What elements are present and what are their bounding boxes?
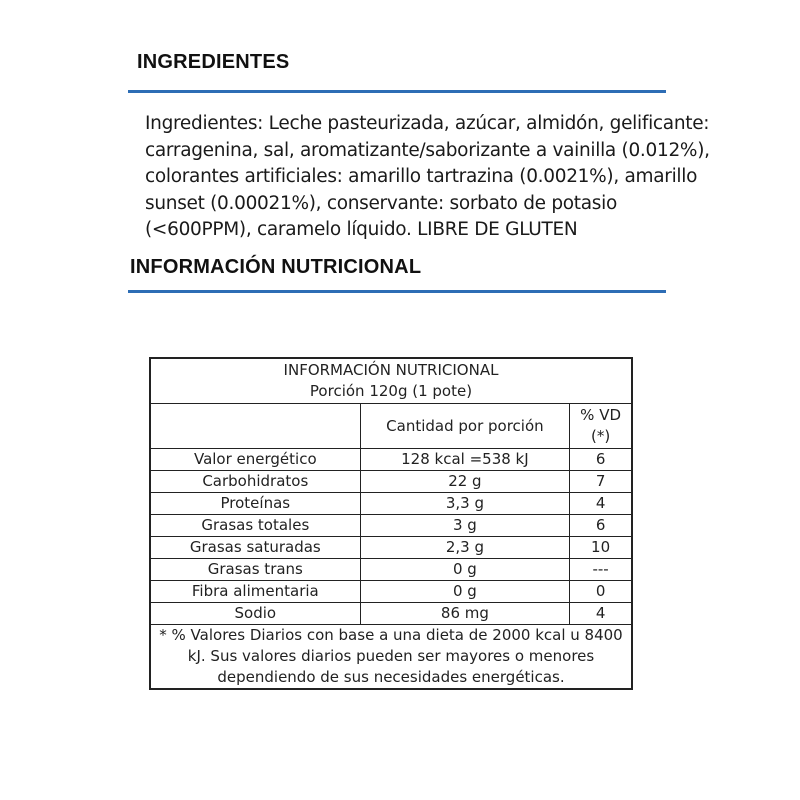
nutrient-amount: 2,3 g bbox=[360, 537, 570, 559]
table-row bbox=[150, 449, 632, 471]
nutrient-name: Carbohidratos bbox=[150, 471, 360, 493]
ingredients-line: (<600PPM), caramelo líquido. LIBRE DE GLUTEN bbox=[145, 219, 578, 240]
nutrient-vd: 0 bbox=[570, 581, 632, 603]
table-row bbox=[150, 471, 632, 493]
nutrient-amount: 0 g bbox=[360, 559, 570, 581]
nutrient-vd: --- bbox=[570, 559, 632, 581]
column-header-amount: Cantidad por porción bbox=[360, 404, 570, 449]
nutrient-name: Grasas totales bbox=[150, 515, 360, 537]
table-row bbox=[150, 559, 632, 581]
table-row bbox=[150, 515, 632, 537]
column-header-vd bbox=[570, 404, 632, 449]
nutrition-divider bbox=[128, 290, 666, 293]
column-header-nutrient bbox=[150, 404, 360, 449]
ingredients-line: colorantes artificiales: amarillo tartrazina (0.0021%), amarillo bbox=[145, 166, 698, 187]
nutrition-table bbox=[149, 357, 633, 690]
table-column-header-row bbox=[150, 404, 632, 449]
nutrition-heading: INFORMACIÓN NUTRICIONAL bbox=[130, 256, 422, 278]
ingredients-divider bbox=[128, 90, 666, 93]
nutrient-vd: 6 bbox=[570, 515, 632, 537]
table-row bbox=[150, 603, 632, 625]
table-title: INFORMACIÓN NUTRICIONAL bbox=[283, 361, 499, 379]
ingredients-line: sunset (0.00021%), conservante: sorbato de potasio bbox=[145, 192, 617, 214]
nutrient-amount: 128 kcal =538 kJ bbox=[360, 449, 570, 471]
nutrient-name: Proteínas bbox=[150, 493, 360, 515]
nutrient-name: Valor energético bbox=[150, 449, 360, 471]
table-row bbox=[150, 493, 632, 515]
table-row bbox=[150, 537, 632, 559]
nutrient-amount: 3 g bbox=[360, 515, 570, 537]
ingredients-line: Ingredientes: Leche pasteurizada, azúcar, almidón, gelificante: bbox=[145, 113, 710, 134]
nutrient-vd: 4 bbox=[570, 493, 632, 515]
nutrient-vd: 10 bbox=[570, 537, 632, 559]
nutrient-amount: 0 g bbox=[360, 581, 570, 603]
nutrient-vd: 6 bbox=[570, 449, 632, 471]
table-portion: Porción 120g (1 pote) bbox=[309, 382, 473, 400]
nutrient-vd: 7 bbox=[570, 471, 632, 493]
nutrient-amount: 22 g bbox=[360, 471, 570, 493]
nutrient-name: Fibra alimentaria bbox=[150, 581, 360, 603]
nutrient-name: Sodio bbox=[150, 603, 360, 625]
nutrient-name: Grasas saturadas bbox=[150, 537, 360, 559]
table-header-row bbox=[150, 358, 632, 404]
ingredients-text bbox=[145, 111, 745, 244]
ingredients-heading: INGREDIENTES bbox=[137, 51, 290, 73]
ingredients-line: carragenina, sal, aromatizante/saborizante a vainilla (0.012%), bbox=[145, 139, 710, 161]
table-title-cell bbox=[150, 358, 632, 404]
table-row bbox=[150, 581, 632, 603]
vd-label: % VD bbox=[580, 406, 622, 424]
table-footnote-row bbox=[150, 625, 632, 690]
nutrient-amount: 3,3 g bbox=[360, 493, 570, 515]
table-footnote: * % Valores Diarios con base a una dieta de 2000 kcal u 8400 kJ. Sus valores diarios pueden ser mayores o menores dependiendo de sus necesidades energéticas. bbox=[150, 625, 632, 690]
nutrient-amount: 86 mg bbox=[360, 603, 570, 625]
nutrient-name: Grasas trans bbox=[150, 559, 360, 581]
vd-asterisk: (*) bbox=[590, 427, 611, 445]
nutrient-vd: 4 bbox=[570, 603, 632, 625]
